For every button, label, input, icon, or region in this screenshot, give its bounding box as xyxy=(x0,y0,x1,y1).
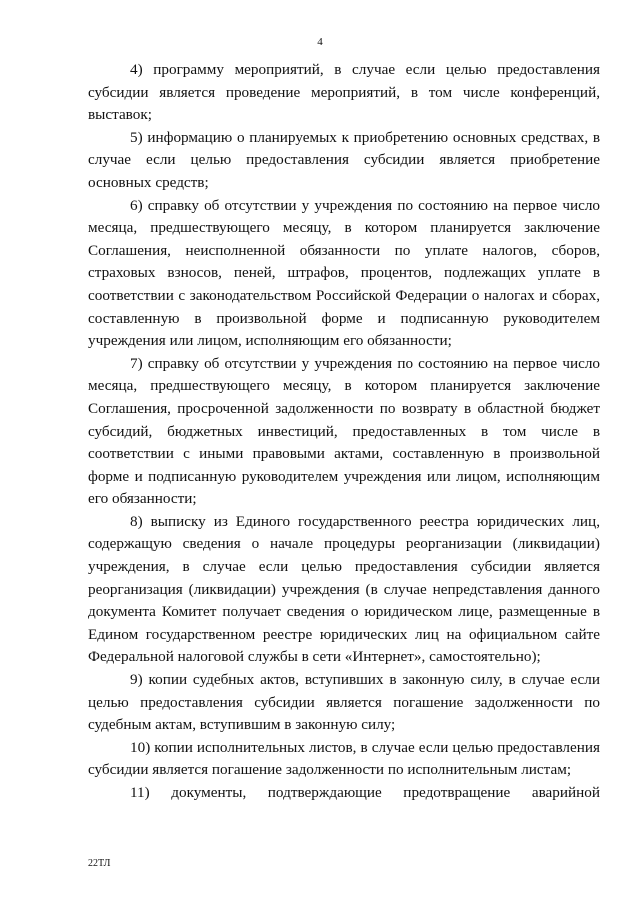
document-code: 22ТЛ xyxy=(88,858,111,869)
paragraph-item-8: 8) выписку из Единого государственного реестра юридических лиц, содержащую сведения о начале процедуры реорганизации (ликвидации) учреждения, в случае если целью предоставления субсидии является реорганизация (ликвидации) учреждения (в случае непредставления данного документа Комитет получает сведения о юридическом лице, размещенные в Едином государственном реестре юридических лиц на официальном сайте Федеральной налоговой службы в сети «Интернет», самостоятельно); xyxy=(88,512,600,666)
paragraph-item-4: 4) программу мероприятий, в случае если целью предоставления субсидии является проведение мероприятий, в том числе конференций, выставок; xyxy=(88,61,600,124)
paragraph-item-11: 11) документы, подтверждающие предотвращение аварийной xyxy=(130,784,600,801)
paragraph-item-6: 6) справку об отсутствии у учреждения по состоянию на первое число месяца, предшествующего месяцу, в котором планируется заключение Соглашения, неисполненной обязанности по уплате налогов, сборов, страховых взносов, пеней, штрафов, процентов, подлежащих уплате в соответствии с законодательством Российской Федерации о налогах и сборах, составленную в произвольной форме и подписанную руководителем учреждения или лицом, исполняющим его обязанности; xyxy=(88,196,600,350)
paragraph-item-9: 9) копии судебных актов, вступивших в законную силу, в случае если целью предоставления субсидии является погашение задолженности по судебным актам, вступившим в законную силу; xyxy=(88,671,600,734)
paragraph-item-5: 5) информацию о планируемых к приобретению основных средствах, в случае если целью предоставления субсидии является приобретение основных средств; xyxy=(88,128,600,191)
paragraph-item-10: 10) копии исполнительных листов, в случае если целью предоставления субсидии является погашение задолженности по исполнительным листам; xyxy=(88,738,600,779)
page-number: 4 xyxy=(317,36,323,48)
document-body xyxy=(88,59,600,805)
paragraph-item-7: 7) справку об отсутствии у учреждения по состоянию на первое число месяца, предшествующего месяцу, в котором планируется заключение Соглашения, просроченной задолженности по возврату в областной бюджет субсидий, бюджетных инвестиций, предоставленных в том числе в соответствии с иными правовыми актами, составленную в произвольной форме и подписанную руководителем учреждения или лицом, исполняющим его обязанности; xyxy=(88,354,600,508)
